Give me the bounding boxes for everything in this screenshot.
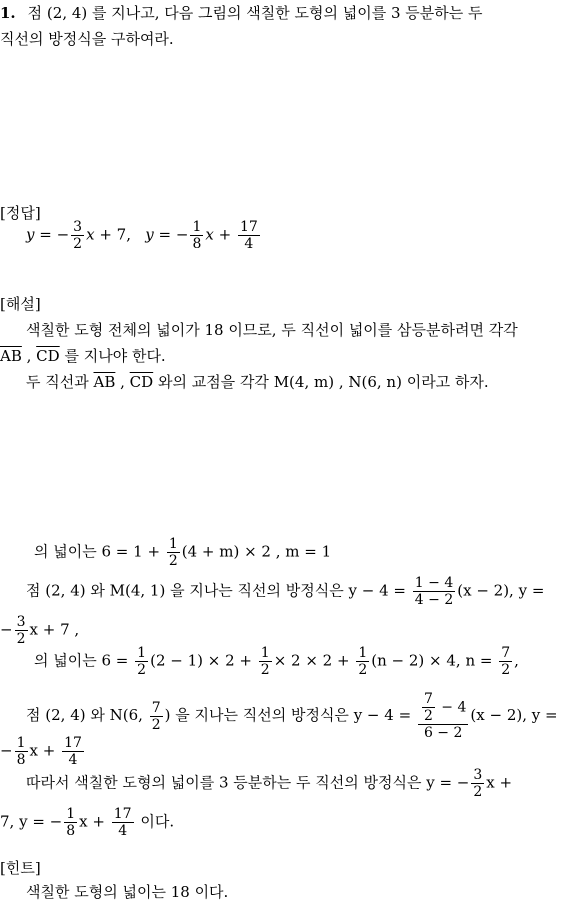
explanation-line-7: 따라서 색칠한 도형의 넓이를 3 등분하는 두 직선의 방정식은 y = − $\frac{3}{2}$ x + [26, 767, 513, 800]
explanation-line-3: − $\frac{3}{2}$ x + 7 , [0, 614, 80, 647]
explanation-line-4: 의 넓이는 6 = $\frac{1}{2}$ (2 − 1) × 2 + $\frac{1}{2}$ × 2 × 2 + $\frac{1}{2}$ (n − 2) × 4, n = $\frac{7}{2}$ , [34, 645, 519, 678]
explanation-line-6: − $\frac{1}{8}$ x + $\frac{17}{4}$ [0, 735, 82, 768]
explanation-line-2: 점 (2, 4) 와 M(4, 1) 을 지나는 직선의 방정식은 y − 4 = $\frac{1 - 4}{4 - 2}$ (x − 2), y = [26, 575, 545, 608]
problem-line-1 [0, 2, 574, 23]
hint-header: [힌트] [0, 859, 41, 877]
explanation-line-5: 점 (2, 4) 와 N(6, $\frac{7}{2}$ ) 을 지나는 직선의 방정식은 y − 4 = $\frac{7}{2}$ − 4 6 − 2 (x − 2), y = [26, 691, 558, 741]
problem-text-1: 점 (2, 4) 를 지나고, 다음 그림의 색칠한 도형의 넓이를 3 등분하는 두 [27, 4, 483, 22]
hint-text: 색칠한 도형의 넓이는 18 이다. [26, 883, 229, 901]
explanation-p2: 두 직선과 $\overline{AB}$ , $\overline{CD}$ 와의 교점을 각각 M(4, m) , N(6, n) 이라고 하자. [26, 373, 489, 391]
problem-line-2: 직선의 방정식을 구하여라. [0, 30, 174, 48]
explanation-p1b: $\overline{AB}$ , $\overline{CD}$ 를 지나야 한다. [0, 347, 166, 365]
answer-header: [정답] [0, 204, 41, 222]
explanation-header: [해설] [0, 295, 41, 313]
explanation-line-8: 7, y = − $\frac{1}{8}$ x + $\frac{17}{4}$ 이다. [0, 806, 175, 839]
explanation-p1a: 색칠한 도형 전체의 넓이가 18 이므로, 두 직선이 넓이를 삼등분하려면 각각 [26, 321, 518, 339]
answer-equations: y = − $\frac{3}{2}$ x + 7, y = − $\frac{1}{8}$ x + $\frac{17}{4}$ [26, 219, 258, 252]
explanation-line-1: 의 넓이는 6 = 1 + $\frac{1}{2}$ (4 + m) × 2 , m = 1 [34, 536, 332, 569]
problem-number: 1. [0, 4, 16, 22]
